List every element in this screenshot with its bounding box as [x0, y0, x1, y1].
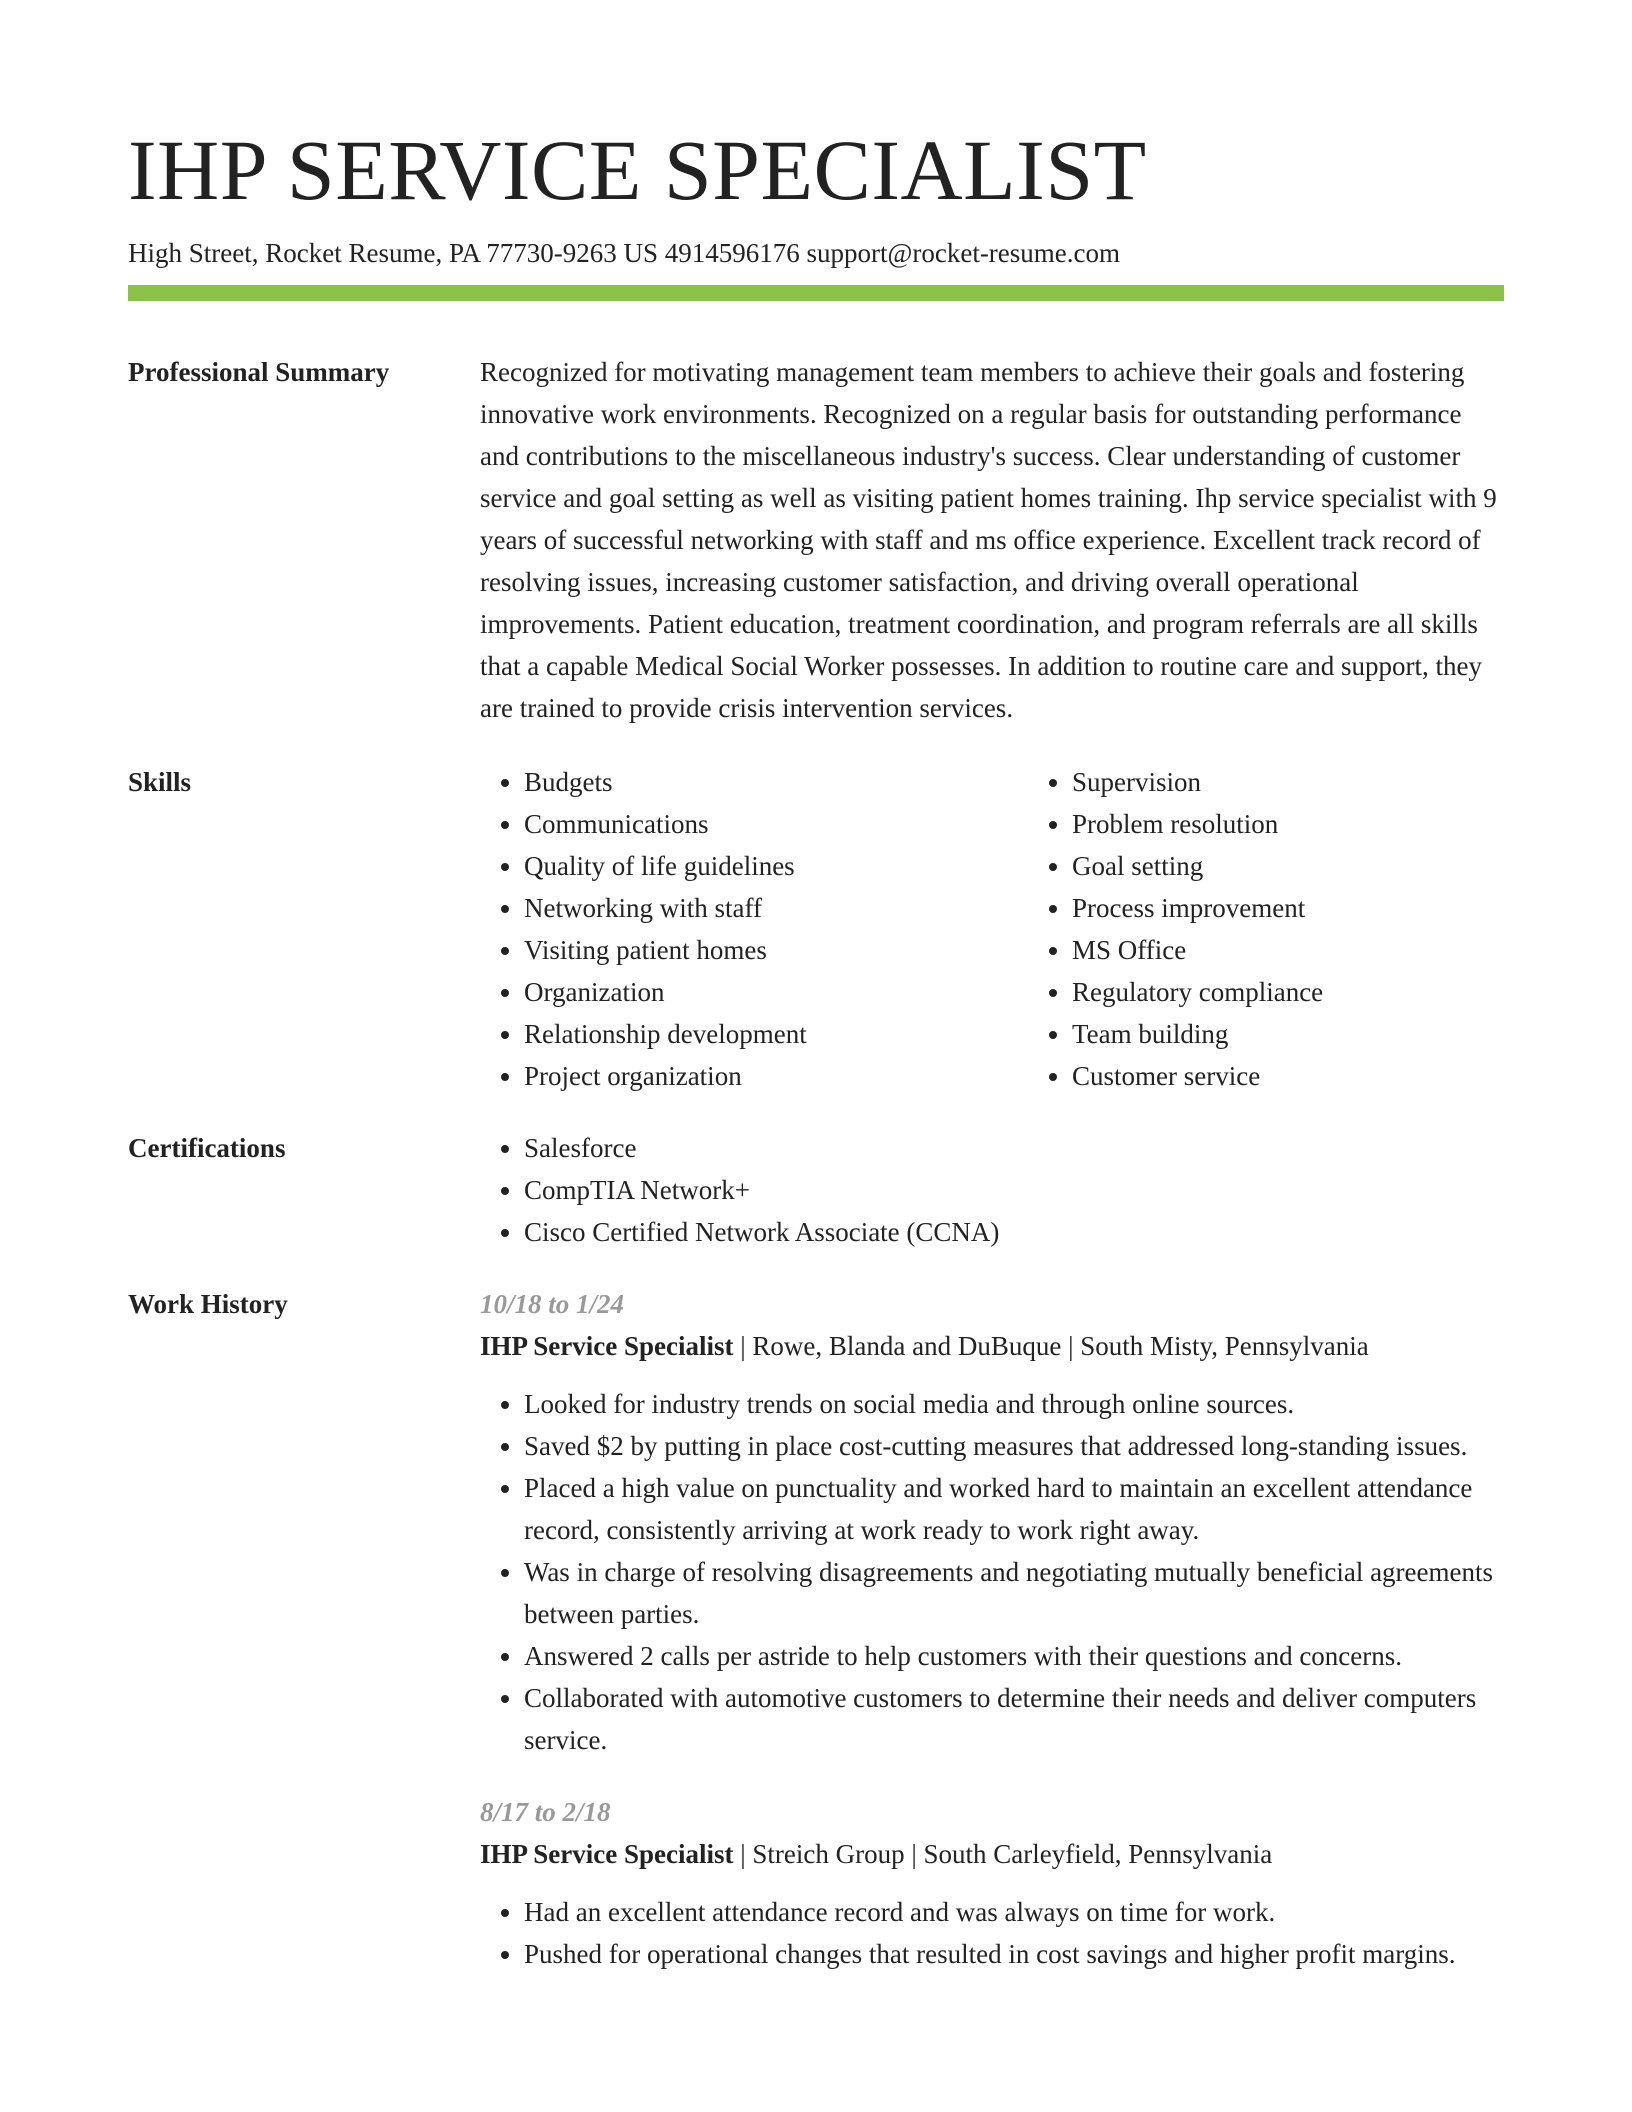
- summary-section: [128, 351, 1504, 729]
- job-title: IHP Service Specialist: [480, 1839, 734, 1869]
- list-item: • Placed a high value on punctuality and worked hard to maintain an excellent attendance record, consistently arriving at work ready to work right away.: [524, 1467, 1504, 1551]
- list-item: • Pushed for operational changes that resulted in cost savings and higher profit margins.: [524, 1933, 1504, 1975]
- summary-label: Professional Summary: [128, 357, 390, 387]
- resume-page: [128, 0, 1504, 1975]
- contact-line: High Street, Rocket Resume, PA 77730-9263 US 4914596176 support@rocket-resume.com: [128, 238, 1121, 268]
- work-history-body: [480, 1283, 1504, 1975]
- list-item: • Networking with staff: [524, 887, 1028, 929]
- skills-section: [128, 761, 1504, 1097]
- list-item: • Cisco Certified Network Associate (CCNA): [524, 1211, 1504, 1253]
- list-item: • Salesforce: [524, 1127, 1504, 1169]
- summary-body: [480, 351, 1504, 729]
- list-item: • Goal setting: [1072, 845, 1576, 887]
- job-bullets: [480, 1891, 1504, 1975]
- list-item: • Budgets: [524, 761, 1028, 803]
- list-item: • Visiting patient homes: [524, 929, 1028, 971]
- resume-name: IHP SERVICE SPECIALIST: [128, 122, 1147, 218]
- skills-list-right: [1028, 761, 1576, 1097]
- job-details: | Streich Group | South Carleyfield, Pennsylvania: [733, 1839, 1273, 1869]
- job-dates: 10/18 to 1/24: [480, 1289, 625, 1319]
- summary-text: Recognized for motivating management team members to achieve their goals and fostering innovative work environments. Recognized on a regular basis for outstanding performance and contributions to the miscellaneous industry's success. Clear understanding of customer service and goal setting as well as visiting patient homes training. Ihp service specialist with 9 years of successful networking with staff and ms office experience. Excellent track record of resolving issues, increasing customer satisfaction, and driving overall operational improvements. Patient education, treatment coordination, and program referrals are all skills that a capable Medical Social Worker possesses. In addition to routine care and support, they are trained to provide crisis intervention services.: [480, 357, 1497, 723]
- accent-divider: [128, 285, 1504, 301]
- job-entry: [480, 1283, 1504, 1761]
- work-history-section: [128, 1283, 1504, 1975]
- list-item: • Organization: [524, 971, 1028, 1013]
- list-item: • Looked for industry trends on social media and through online sources.: [524, 1383, 1504, 1425]
- job-title-line: [480, 1325, 1504, 1367]
- work-history-label: Work History: [128, 1289, 288, 1319]
- job-dates: 8/17 to 2/18: [480, 1797, 611, 1827]
- skills-list-left: [480, 761, 1028, 1097]
- skills-body: [480, 761, 1576, 1097]
- list-item: • Saved $2 by putting in place cost-cutting measures that addressed long-standing issues.: [524, 1425, 1504, 1467]
- certifications-list: [480, 1127, 1504, 1253]
- skills-label: Skills: [128, 767, 192, 797]
- list-item: • Quality of life guidelines: [524, 845, 1028, 887]
- list-item: • CompTIA Network+: [524, 1169, 1504, 1211]
- list-item: • Had an excellent attendance record and was always on time for work.: [524, 1891, 1504, 1933]
- job-bullets: [480, 1383, 1504, 1761]
- certifications-section: [128, 1127, 1504, 1253]
- certifications-body: [480, 1127, 1504, 1253]
- certifications-label: Certifications: [128, 1133, 286, 1163]
- job-title: IHP Service Specialist: [480, 1331, 734, 1361]
- list-item: • Team building: [1072, 1013, 1576, 1055]
- job-title-line: [480, 1833, 1504, 1875]
- list-item: • Relationship development: [524, 1013, 1028, 1055]
- list-item: • Project organization: [524, 1055, 1028, 1097]
- list-item: • MS Office: [1072, 929, 1576, 971]
- list-item: • Customer service: [1072, 1055, 1576, 1097]
- list-item: • Answered 2 calls per astride to help customers with their questions and concerns.: [524, 1635, 1504, 1677]
- list-item: • Communications: [524, 803, 1028, 845]
- list-item: • Regulatory compliance: [1072, 971, 1576, 1013]
- list-item: • Collaborated with automotive customers to determine their needs and deliver computers service.: [524, 1677, 1504, 1761]
- job-details: | Rowe, Blanda and DuBuque | South Misty, Pennsylvania: [733, 1331, 1369, 1361]
- list-item: • Process improvement: [1072, 887, 1576, 929]
- list-item: • Problem resolution: [1072, 803, 1576, 845]
- list-item: • Supervision: [1072, 761, 1576, 803]
- list-item: • Was in charge of resolving disagreements and negotiating mutually beneficial agreements between parties.: [524, 1551, 1504, 1635]
- job-entry: [480, 1791, 1504, 1975]
